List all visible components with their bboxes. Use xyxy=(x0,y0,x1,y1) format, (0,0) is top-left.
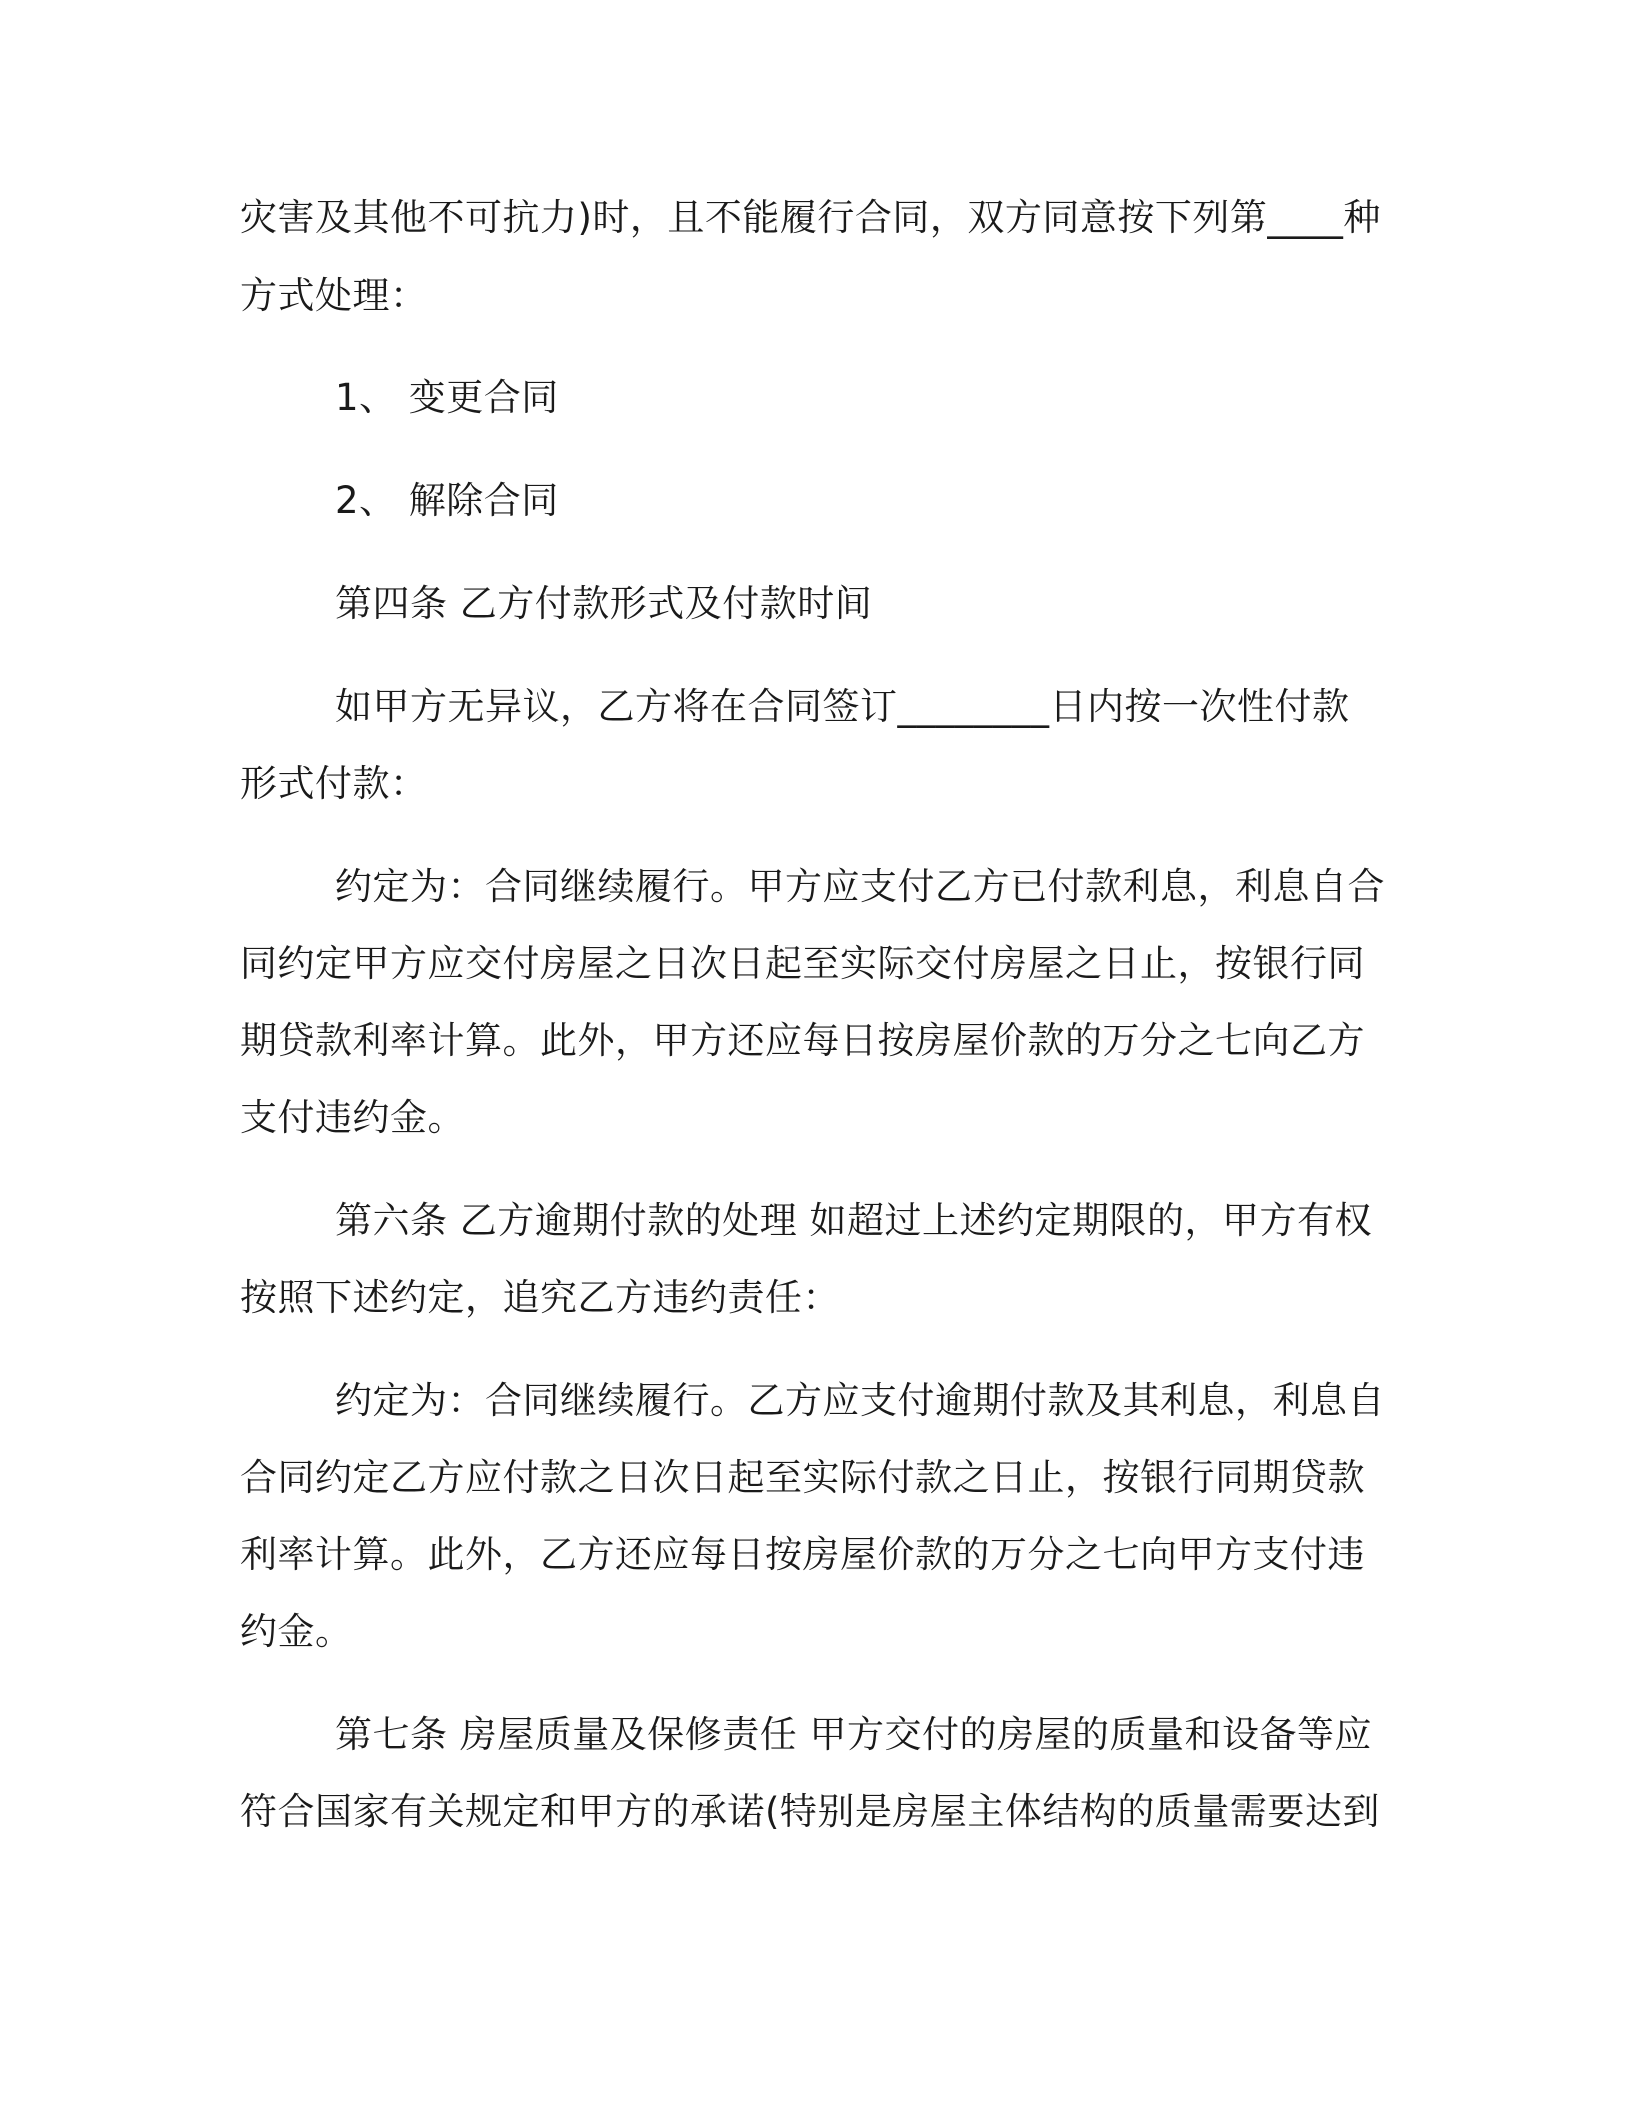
text-line: 同约定甲方应交付房屋之日次日起至实际交付房屋之日止，按银行同 xyxy=(240,942,1365,985)
text-line: 期贷款利率计算。此外，甲方还应每日按房屋价款的万分之七向乙方 xyxy=(240,1019,1365,1062)
list-item: 1、 变更合同 xyxy=(335,376,559,419)
text-line: 约定为：合同继续履行。甲方应支付乙方已付款利息，利息自合 xyxy=(335,865,1385,908)
text-line: 约金。 xyxy=(240,1610,353,1653)
text-line: 方式处理： xyxy=(240,274,428,317)
section-heading: 第七条 房屋质量及保修责任 甲方交付的房屋的质量和设备等应 xyxy=(335,1713,1373,1756)
text-line: 灾害及其他不可抗力)时，且不能履行合同，双方同意按下列第____种 xyxy=(240,196,1381,239)
text-line: 符合国家有关规定和甲方的承诺(特别是房屋主体结构的质量需要达到 xyxy=(240,1790,1380,1833)
text-line: 约定为：合同继续履行。乙方应支付逾期付款及其利息，利息自 xyxy=(335,1379,1385,1422)
section-heading: 第四条 乙方付款形式及付款时间 xyxy=(335,582,873,625)
text-line: 支付违约金。 xyxy=(240,1096,465,1139)
text-line: 合同约定乙方应付款之日次日起至实际付款之日止，按银行同期贷款 xyxy=(240,1456,1365,1499)
text-line: 按照下述约定，追究乙方违约责任： xyxy=(240,1276,840,1319)
section-heading: 第六条 乙方逾期付款的处理 如超过上述约定期限的，甲方有权 xyxy=(335,1199,1373,1242)
text-line: 利率计算。此外，乙方还应每日按房屋价款的万分之七向甲方支付违 xyxy=(240,1533,1365,1576)
text-line: 如甲方无异议，乙方将在合同签订________日内按一次性付款 xyxy=(335,685,1350,728)
list-item: 2、 解除合同 xyxy=(335,479,559,522)
text-line: 形式付款： xyxy=(240,762,428,805)
